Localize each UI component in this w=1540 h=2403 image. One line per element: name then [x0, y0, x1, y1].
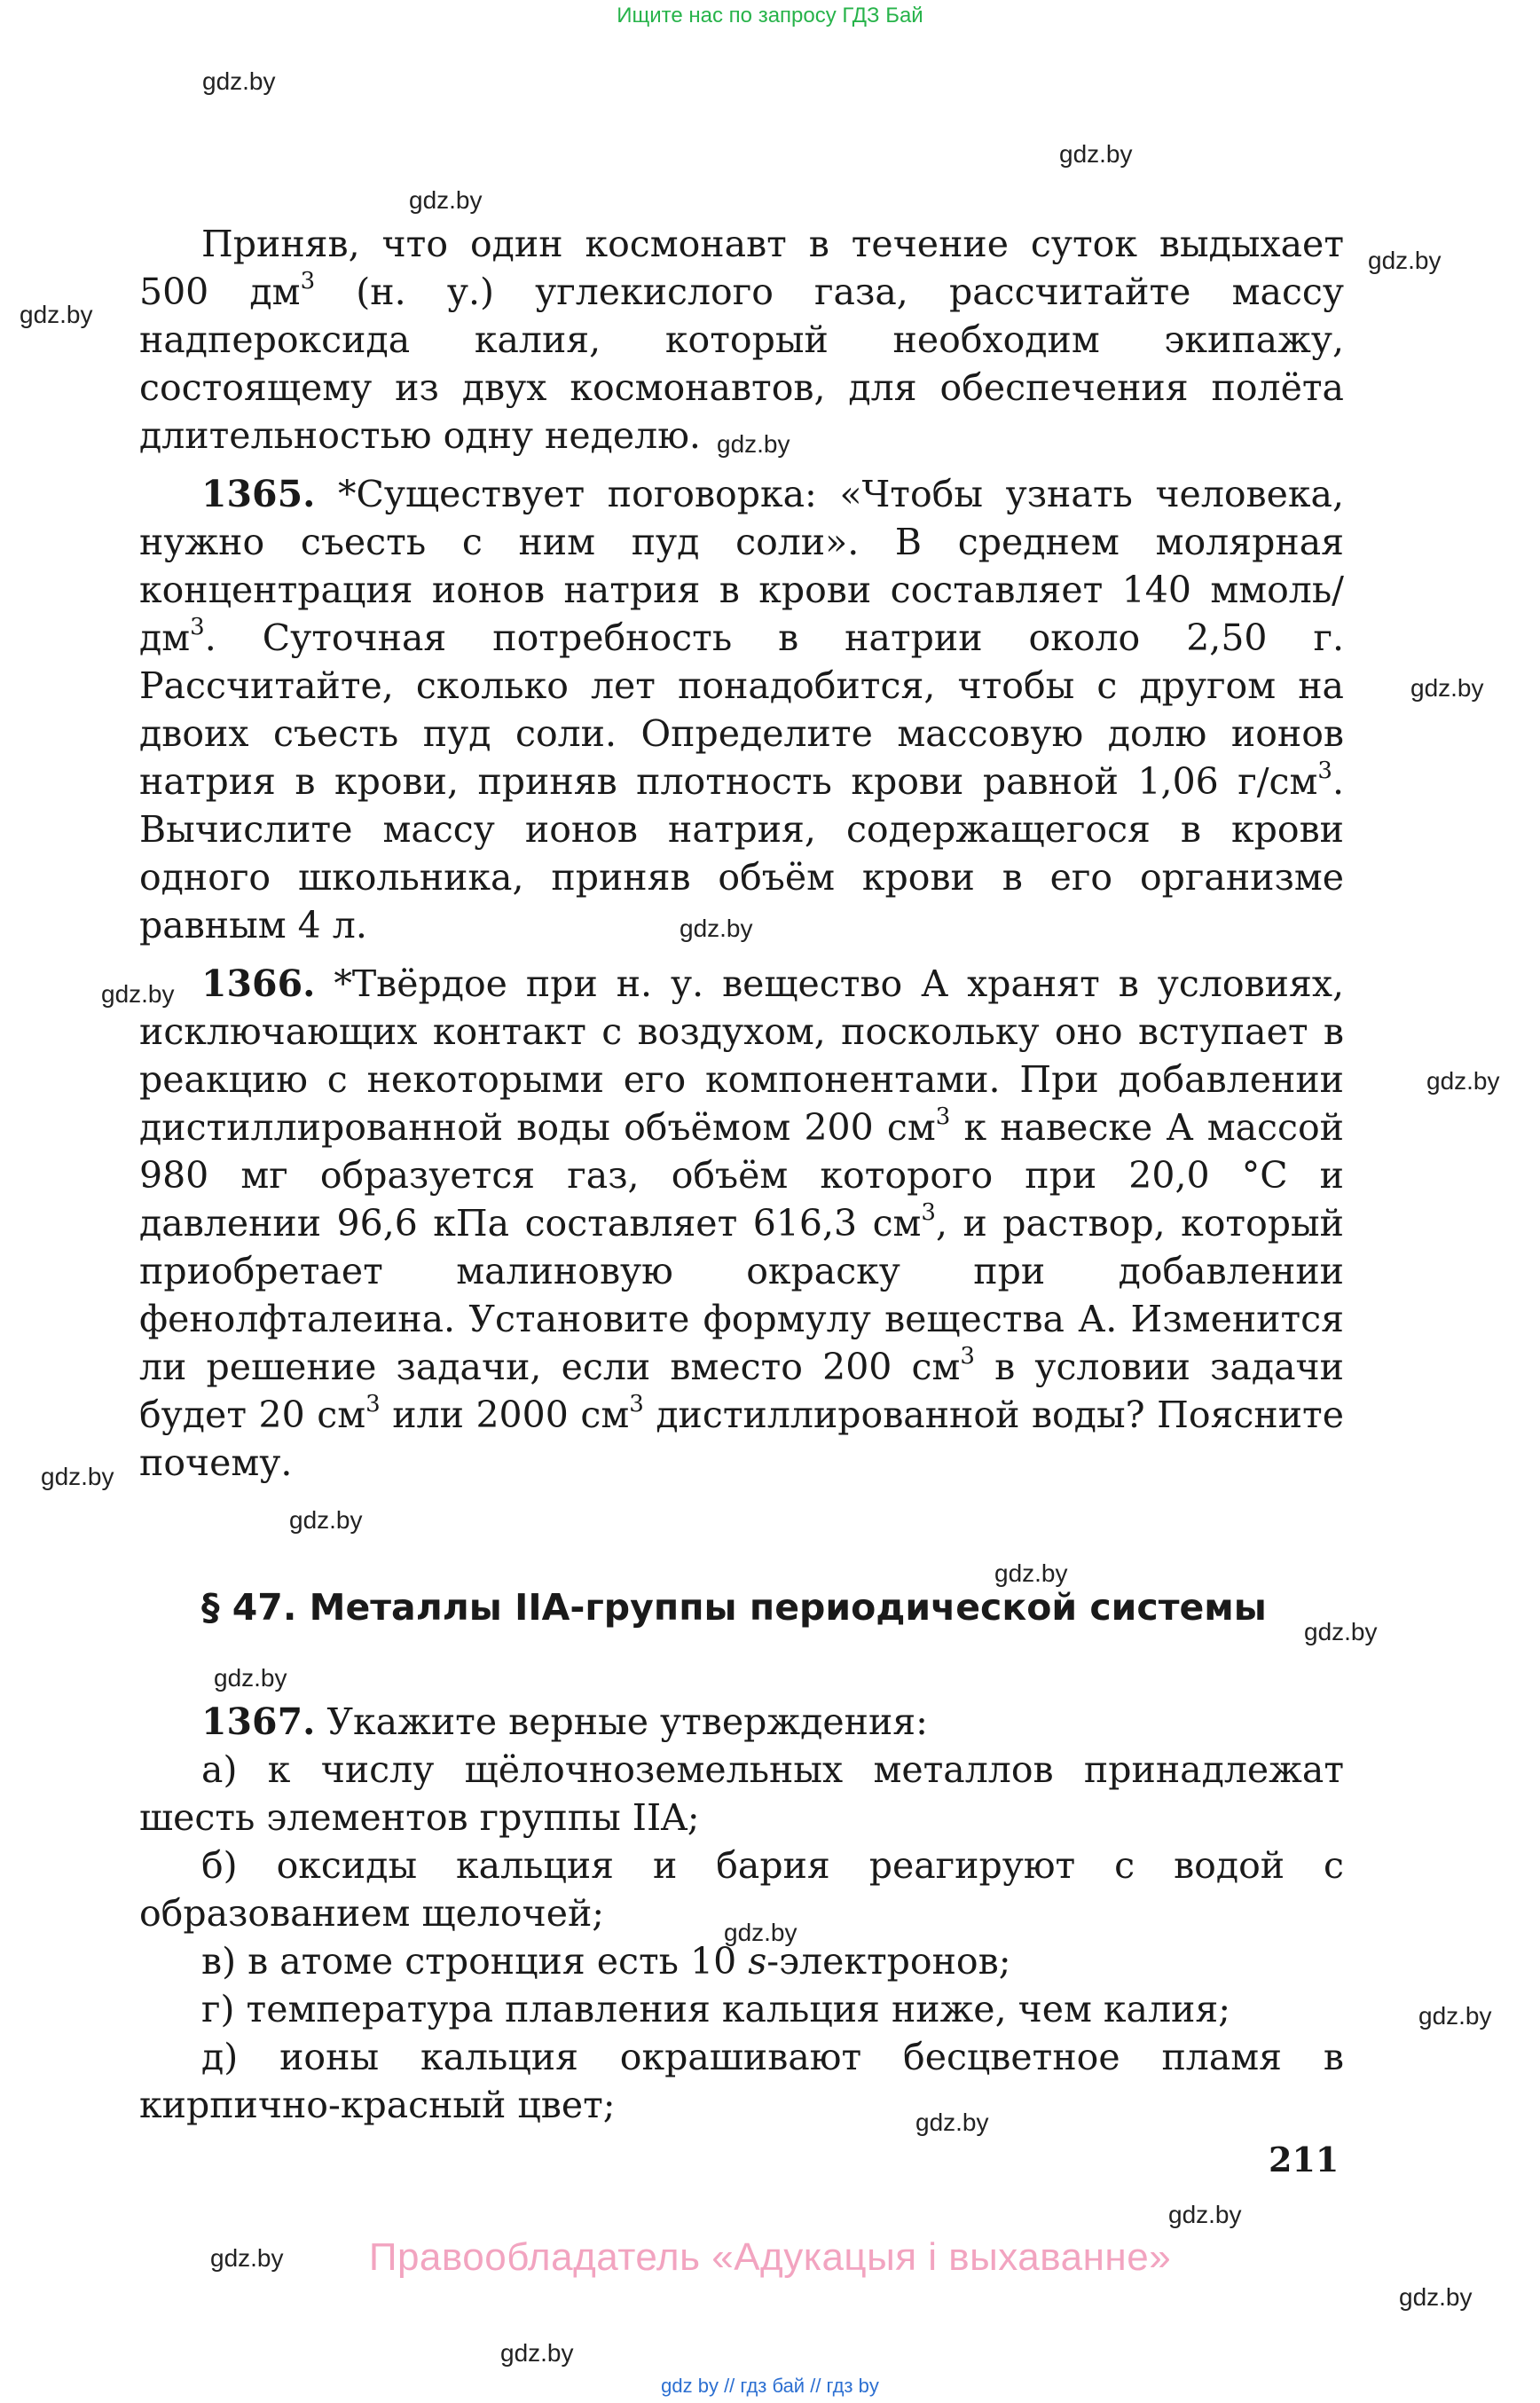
task-number: 1366.	[201, 962, 316, 1005]
task-1366: 1366. *Твёрдое при н. у. вещество А хранят в условиях, исключающих контакт с воздухом, поскольку оно вступает в реакцию с некоторыми его компонентами. При добавлении дистиллированной воды объёмом 200 $см^3$ к навеске А массой 980 мг образуется газ, объём которого при 20,0 °C и давлении 96,6 кПа составляет 616,3 $см^3$, и раствор, который приобретает малиновую окраску при добавлении фенолфталеина. Установите формулу вещества А. Изменится ли решение задачи, если вместо 200 $см^3$ в условии задачи будет 20 $см^3$ или 2000 $см^3$ дистиллированной воды? Поясните почему.	[139, 962, 1344, 1484]
watermark: gdz.by	[20, 301, 93, 328]
option-d: д) ионы кальция окрашивают бесцветное пламя в кирпично-красный цвет;	[139, 2036, 1344, 2126]
watermark: gdz.by	[409, 186, 483, 214]
option-a: а) к числу щёлочноземельных металлов принадлежат шесть элементов группы IIA;	[139, 1748, 1344, 1839]
option-g: г) температура плавления кальция ниже, чем калия;	[201, 1988, 1231, 2030]
watermark: gdz.by	[1059, 140, 1133, 168]
top-banner[interactable]: Ищите нас по запросу ГДЗ Бай	[617, 4, 923, 27]
page-number: 211	[1269, 2140, 1340, 2179]
watermark: gdz.by	[994, 1559, 1068, 1587]
page-content	[139, 220, 1344, 1487]
watermark: gdz.by	[724, 1919, 798, 1946]
option-v: в) в атоме стронция есть 10 s-электронов;	[201, 1940, 1011, 1983]
watermark: gdz.by	[717, 430, 790, 458]
watermark: gdz.by	[289, 1506, 363, 1534]
watermark: gdz.by	[1418, 2002, 1492, 2030]
watermark: gdz.by	[1426, 1067, 1500, 1095]
watermark: gdz.by	[41, 1463, 114, 1490]
watermark: gdz.by	[1304, 1618, 1378, 1645]
task-1365: 1365. *Существует поговорка: «Чтобы узнать человека, нужно съесть с ним пуд соли». В среднем молярная концентрация ионов натрия в крови составляет 140 ммоль/$дм^3$. Суточная потребность в натрии около 2,50 г. Рассчитайте, сколько лет понадобится, чтобы с другом на двоих съесть пуд соли. Определите массовую долю ионов натрия в крови, приняв плотность крови равной 1,06 $г/см^3$. Вычислите массу ионов натрия, содержащегося в крови одного школьника, приняв объём крови в его организме равным 4 л.	[139, 473, 1344, 946]
watermark: gdz.by	[680, 915, 753, 942]
watermark: gdz.by	[210, 2244, 284, 2272]
task-1364-continuation: Приняв, что один космонавт в течение суток выдыхает 500 $дм^3$ (н. у.) углекислого газа, рассчитайте массу надпероксида калия, который необходим экипажу, состоящему из двух космонавтов, для обеспечения полёта длительностью одну неделю.	[139, 223, 1344, 457]
watermark: gdz.by	[1399, 2283, 1473, 2311]
watermark: gdz.by	[1368, 247, 1442, 274]
watermark: gdz.by	[1168, 2201, 1242, 2228]
watermark: gdz.by	[915, 2109, 989, 2136]
option-b: б) оксиды кальция и бария реагируют с водой с образованием щелочей;	[139, 1844, 1344, 1935]
rights-holder: Правообладатель «Адукацыя і выхаванне»	[368, 2235, 1172, 2279]
watermark: gdz.by	[214, 1664, 287, 1692]
watermark: gdz.by	[202, 67, 276, 95]
footer-links[interactable]: gdz by // гдз бай // гдз by	[661, 2375, 879, 2397]
task-number: 1365.	[201, 473, 316, 515]
section-title: § 47. Металлы IIA-группы периодической системы	[201, 1586, 1267, 1629]
task-number: 1367.	[201, 1700, 316, 1743]
task-1367: 1367. Укажите верные утверждения:	[201, 1700, 928, 1743]
watermark: gdz.by	[1410, 674, 1484, 702]
task-1367-block	[139, 1698, 1344, 2129]
watermark: gdz.by	[101, 980, 175, 1008]
watermark: gdz.by	[500, 2339, 574, 2367]
